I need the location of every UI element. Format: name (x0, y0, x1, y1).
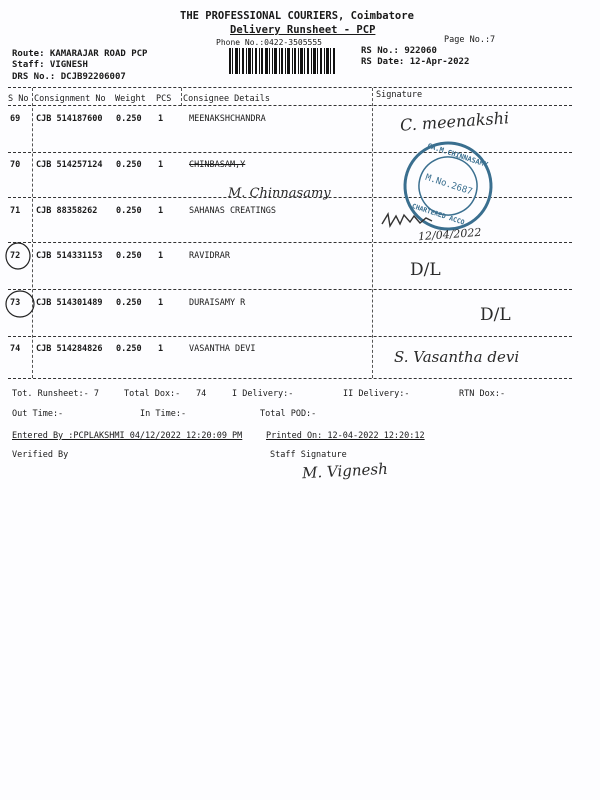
route-label: Route: KAMARAJAR ROAD PCP (12, 49, 148, 59)
company-title: THE PROFESSIONAL COURIERS, Coimbatore (180, 10, 414, 22)
row-pcs: 1 (158, 344, 164, 354)
row-pcs: 1 (158, 251, 164, 261)
total-pod: Total POD:- (260, 409, 317, 419)
row-divider (8, 336, 572, 337)
row-sno: 72 (10, 251, 21, 261)
barcode (229, 48, 336, 74)
row-weight: 0.250 (116, 206, 142, 216)
runsheet-subtitle: Delivery Runsheet - PCP (230, 24, 376, 36)
row-signature: M. Chinnasamy (228, 186, 331, 201)
row-signature: C. meenakshi (399, 108, 510, 135)
in-time: In Time:- (140, 409, 187, 419)
row-consignee: DURAISAMY R (189, 298, 246, 308)
column-header-pcs: PCS (156, 94, 172, 104)
row-weight: 0.250 (116, 298, 142, 308)
row-weight: 0.250 (116, 344, 142, 354)
table-bottom-rule (8, 378, 572, 379)
row-signature: S. Vasantha devi (394, 348, 520, 366)
total-runsheet: Tot. Runsheet:- 7 (12, 389, 99, 399)
total-dox-label: Total Dox:- (124, 389, 181, 399)
row-consignee: VASANTHA DEVI (189, 344, 256, 354)
row-pcs: 1 (158, 114, 164, 124)
staff-signature-label: Staff Signature (270, 450, 347, 460)
row-divider (8, 242, 572, 243)
row-weight: 0.250 (116, 114, 142, 124)
ii-delivery: II Delivery:- (343, 389, 410, 399)
out-time: Out Time:- (12, 409, 64, 419)
rs-date: RS Date: 12-Apr-2022 (361, 57, 470, 67)
row-consignment: CJB 514331153 (36, 251, 103, 261)
row-pcs: 1 (158, 298, 164, 308)
column-divider (32, 88, 33, 378)
row-consignment: CJB 514284826 (36, 344, 103, 354)
total-dox-value: 74 (196, 389, 207, 399)
row-weight: 0.250 (116, 160, 142, 170)
staff-label: Staff: VIGNESH (12, 60, 88, 70)
row-pcs: 1 (158, 206, 164, 216)
phone-number: Phone No.:0422-3505555 (216, 38, 322, 47)
row-sno: 69 (10, 114, 21, 124)
column-header-sno: S No (8, 94, 29, 104)
row-consignment: CJB 514257124 (36, 160, 103, 170)
printed-on: Printed On: 12-04-2022 12:20:12 (266, 431, 425, 441)
column-divider (372, 88, 373, 378)
row-consignment: CJB 514187600 (36, 114, 103, 124)
table-header-rule (8, 105, 572, 106)
column-header-consignee: Consignee Details (183, 94, 270, 104)
row-signature: D/L (480, 305, 511, 325)
entered-by: Entered By :PCPLAKSHMI 04/12/2022 12:20:09 PM (12, 431, 243, 441)
row-consignee: RAVIDRAR (189, 251, 230, 261)
row-sno: 71 (10, 206, 21, 216)
row-consignment: CJB 88358262 (36, 206, 98, 216)
verified-by: Verified By (12, 450, 69, 460)
row-pcs: 1 (158, 160, 164, 170)
column-header-signature: Signature (376, 90, 423, 100)
i-delivery: I Delivery:- (232, 389, 294, 399)
column-header-weight: Weight (115, 94, 146, 104)
row-sno: 70 (10, 160, 21, 170)
row-divider (8, 289, 572, 290)
stamp-role: CHARTERED ACCO (410, 202, 466, 227)
row-signature: 12/04/2022 (417, 225, 482, 244)
staff-signature: M. Vignesh (301, 459, 389, 483)
column-divider (181, 88, 182, 106)
stamp-name: CA.M.CHINNASAMY (426, 141, 489, 170)
column-header-consignment: Consignment No (34, 94, 106, 104)
row-weight: 0.250 (116, 251, 142, 261)
row-sno: 73 (10, 298, 21, 308)
row-consignee: SAHANAS CREATINGS (189, 206, 276, 216)
stamp-number: M.No.2687 (423, 172, 474, 198)
rtn-dox: RTN Dox:- (459, 389, 506, 399)
rs-number: RS No.: 922060 (361, 46, 437, 56)
drs-number: DRS No.: DCJB92206007 (12, 72, 126, 82)
row-consignee: MEENAKSHCHANDRA (189, 114, 266, 124)
row-consignee: CHINBASAM,Y (189, 160, 246, 170)
row-sno: 74 (10, 344, 21, 354)
page-number: Page No.:7 (444, 35, 496, 45)
table-top-rule (8, 87, 572, 88)
row-signature: D/L (410, 260, 441, 280)
row-consignment: CJB 514301489 (36, 298, 103, 308)
